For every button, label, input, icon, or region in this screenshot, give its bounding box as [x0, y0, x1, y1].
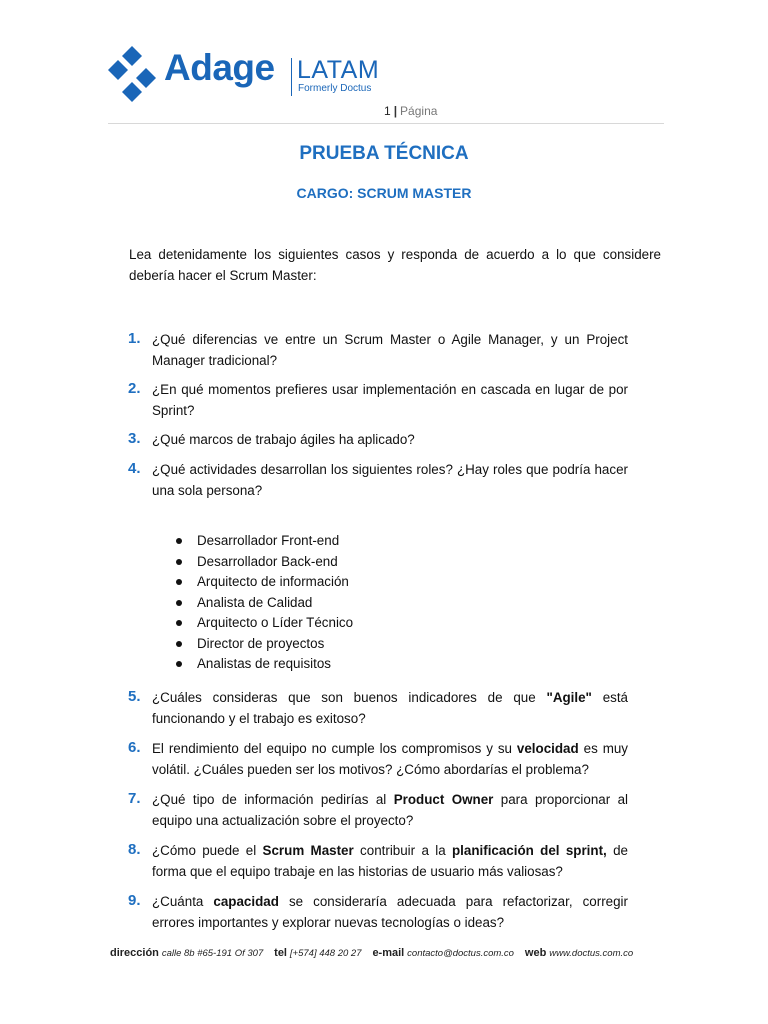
list-item: Arquitecto o Líder Técnico [176, 613, 353, 634]
question-text-pre: ¿Qué tipo de información pedirías al [152, 792, 394, 807]
footer-email: contacto@doctus.com.co [407, 948, 514, 959]
question-list-part1 [128, 329, 628, 501]
question-text-bold: "Agile" [546, 690, 592, 705]
document-title: PRUEBA TÉCNICA [299, 143, 469, 164]
question-number: 4. [128, 460, 141, 477]
question-text-bold: velocidad [516, 741, 579, 756]
page-number-value: 1 [384, 104, 391, 118]
footer-tel-label: tel [274, 947, 287, 959]
list-item: Director de proyectos [176, 634, 353, 655]
logo-wordmark: Adage [164, 47, 275, 88]
question-text-bold: capacidad [213, 894, 279, 909]
question-number: 1. [128, 330, 141, 347]
question-text-pre: ¿Cómo puede el [152, 843, 263, 858]
question-text-post: está funcionando y el trabajo es exitoso? [152, 690, 628, 726]
question-text-bold: Product Owner [393, 792, 494, 807]
adage-logo-mark-icon [104, 44, 160, 104]
question-number: 8. [128, 841, 141, 858]
page-number [384, 103, 437, 119]
logo-formerly: Formerly Doctus [298, 83, 372, 94]
document-subtitle: CARGO: SCRUM MASTER [296, 185, 472, 201]
question-text: ¿Qué actividades desarrollan los siguientes roles? ¿Hay roles que podría hacer una sola persona? [152, 462, 628, 498]
question-text-bold: Scrum Master [262, 843, 354, 858]
question-number: 5. [128, 688, 141, 705]
question-number: 2. [128, 380, 141, 397]
logo-separator [291, 58, 292, 96]
page-footer [110, 946, 670, 961]
question-item [128, 891, 628, 933]
question-number: 6. [128, 739, 141, 756]
question-item [128, 329, 628, 371]
question-text-bold2: planificación del sprint, [451, 843, 607, 858]
question-text-pre: El rendimiento del equipo no cumple los compromisos y su [152, 741, 517, 756]
footer-tel: [+574] 448 20 27 [289, 948, 362, 959]
question-item [128, 459, 628, 501]
question-text-post: es muy volátil. ¿Cuáles pueden ser los motivos? ¿Cómo abordarías el problema? [152, 741, 628, 777]
question-list-part2 [128, 687, 628, 933]
page-number-label: Página [400, 104, 438, 118]
question-text: ¿Qué diferencias ve entre un Scrum Master o Agile Manager, y un Project Manager tradicional? [152, 332, 628, 368]
question-text: ¿Qué marcos de trabajo ágiles ha aplicado? [152, 432, 415, 447]
question-number: 9. [128, 892, 141, 909]
page-number-separator: | [393, 104, 398, 118]
footer-email-label: e-mail [372, 947, 405, 959]
footer-address-label: dirección [110, 947, 159, 959]
list-item: Analista de Calidad [176, 593, 353, 614]
footer-web-label: web [524, 947, 547, 959]
question-item [128, 840, 628, 882]
header-divider [108, 123, 664, 124]
question-text: ¿En qué momentos prefieres usar implementación en cascada en lugar de por Sprint? [152, 382, 628, 418]
question-text-pre: ¿Cuánta [152, 894, 214, 909]
intro-paragraph: Lea detenidamente los siguientes casos y responda de acuerdo a lo que considere debería hacer el Scrum Master: [129, 247, 661, 283]
question-item [128, 379, 628, 421]
question-text-post: de forma que el equipo trabaje en las historias de usuario más valiosas? [152, 843, 628, 879]
adage-latam-logo [104, 44, 394, 108]
question-text-post: se consideraría adecuada para refactorizar, corregir errores importantes y explorar nuevas tecnologías o ideas? [152, 894, 628, 930]
logo-region: LATAM [297, 56, 380, 84]
question-text-pre: ¿Cuáles consideras que son buenos indicadores de que [152, 690, 547, 705]
question-number: 3. [128, 430, 141, 447]
list-item: Arquitecto de información [176, 572, 353, 593]
question-item [128, 738, 628, 780]
roles-list [176, 531, 353, 675]
question-item [128, 789, 628, 831]
question-text-post: para proporcionar al equipo una actualización sobre el proyecto? [152, 792, 628, 828]
list-item: Analistas de requisitos [176, 654, 353, 675]
question-item [128, 687, 628, 729]
list-item: Desarrollador Back-end [176, 552, 353, 573]
list-item: Desarrollador Front-end [176, 531, 353, 552]
question-item [128, 429, 628, 450]
footer-web: www.doctus.com.co [549, 948, 634, 959]
question-number: 7. [128, 790, 141, 807]
question-text-mid: contribuir a la [353, 843, 452, 858]
footer-address: calle 8b #65-191 Of 307 [161, 948, 264, 959]
